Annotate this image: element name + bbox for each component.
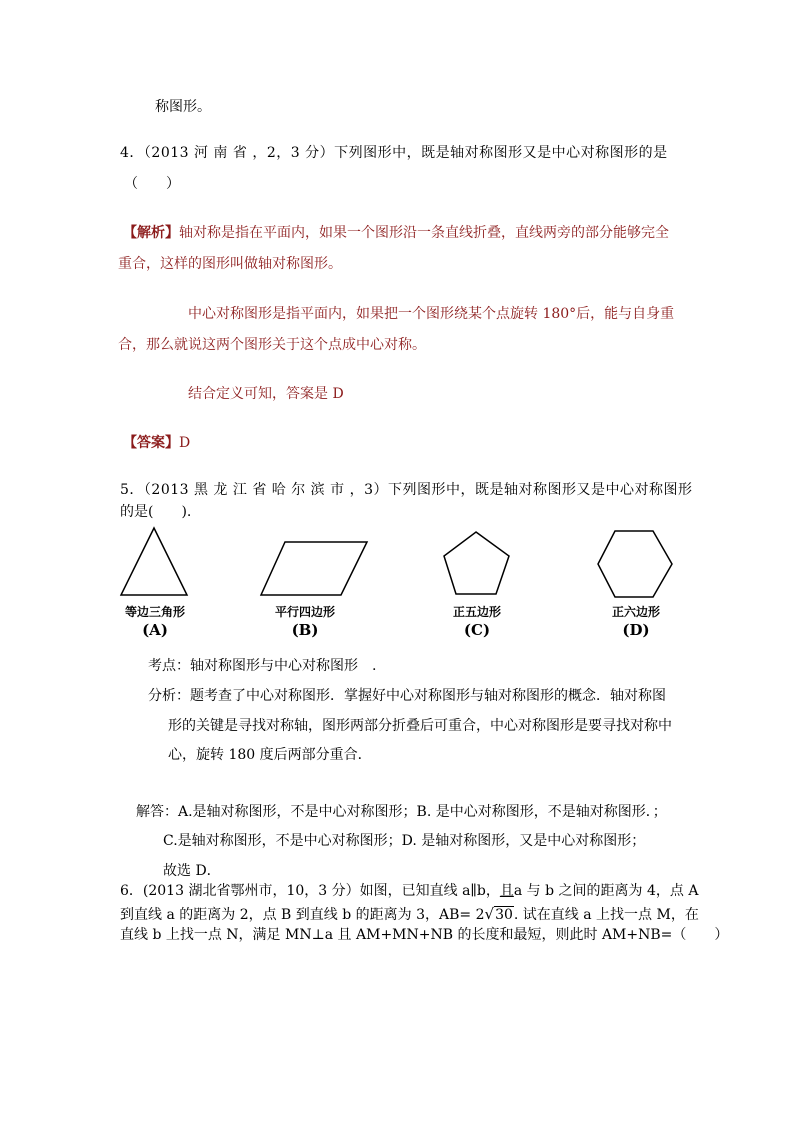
q5-jieda-line2: C.是轴对称图形，不是中心对称图形；D. 是轴对称图形，又是中心对称图形； (163, 833, 646, 849)
q6-line3: 直线 b 上找一点 N，满足 MN⊥a 且 AM+MN+NB 的长度和最短，则此时 AM+NB=（ ） (120, 927, 729, 943)
q6-line2 (120, 904, 699, 925)
analysis-p1-line1: 轴对称是指在平面内，如果一个图形沿一条直线折叠，直线两旁的部分能够完全 (179, 225, 669, 241)
analysis-p2-line2: 合，那么就说这两个图形关于这个点成中心对称。 (118, 337, 426, 353)
analysis-tag: 【解析】 (123, 225, 179, 241)
regular-pentagon-figure (442, 530, 512, 600)
q5-line1: 5．（2013 黑 龙 江 省 哈 尔 滨 市 ，3）下列图形中，既是轴对称图形又是中心对称图形 (120, 482, 693, 498)
q6-sqrt-radicand: 30 (495, 907, 513, 923)
option-c-name: 正五边形 (452, 605, 501, 619)
q6-line2-part1: 到直线 a 的距离为 2，点 B 到直线 b 的距离为 3，AB= (120, 907, 472, 923)
q5-line2: 的是( ). (120, 504, 192, 520)
analysis-p1-line2: 重合，这样的图形叫做轴对称图形。 (118, 256, 342, 272)
answer-value: D (179, 435, 191, 451)
q5-fenxi-line3: 心，旋转 180 度后两部分重合． (168, 747, 372, 763)
q6-line2-part2: . 试在直线 a 上找一点 M，在 (513, 907, 699, 923)
q5-jieda-line3: 故选 D． (163, 863, 221, 879)
analysis-conclusion: 结合定义可知，答案是 D (188, 386, 344, 402)
q4-line1: 4．（2013 河 南 省 ，2，3 分）下列图形中，既是轴对称图形又是中心对称图形的是 (120, 145, 668, 161)
answer-4 (123, 433, 190, 453)
equilateral-triangle-figure (119, 527, 189, 597)
option-d-letter: (D) (622, 621, 650, 639)
q6-line1-part2: a 与 b 之间的距离为 4，点 A (513, 883, 699, 899)
option-b-name: 平行四边形 (274, 605, 335, 619)
analysis-paragraph-1 (123, 223, 669, 243)
option-c-letter: (C) (463, 621, 491, 639)
q6-line1 (120, 881, 698, 901)
option-d-name: 正六边形 (611, 605, 660, 619)
q5-jieda-line1: 解答：A.是轴对称图形，不是中心对称图形；B. 是中心对称图形，不是轴对称图形．； (136, 804, 667, 820)
q4-line2: （ ） (124, 176, 180, 192)
option-a-name: 等边三角形 (124, 605, 185, 619)
option-a-letter: (A) (142, 621, 168, 639)
q5-fenxi-line1: 分析：题考查了中心对称图形．掌握好中心对称图形与轴对称图形的概念．轴对称图 (148, 688, 666, 704)
q6-line1-part1: 6．(2013 湖北省鄂州市，10，3 分）如图，已知直线 a∥b， (120, 883, 500, 899)
q5-kaodian: 考点：轴对称图形与中心对称图形 . (148, 658, 377, 674)
q6-line1-underlined: 且 (499, 883, 514, 899)
parallelogram-figure (259, 540, 369, 600)
q3-tail: 称图形。 (155, 99, 211, 115)
sqrt-sign-icon: √ (484, 905, 495, 923)
q6-sqrt-expression (476, 904, 514, 925)
q6-sqrt-coefficient: 2 (475, 907, 485, 923)
analysis-p2-line1: 中心对称图形是指平面内，如果把一个图形绕某个点旋转 180°后，能与自身重 (188, 306, 675, 322)
answer-tag: 【答案】 (123, 435, 179, 451)
regular-hexagon-figure (596, 529, 676, 599)
q5-fenxi-line2: 形的关键是寻找对称轴，图形两部分折叠后可重合，中心对称图形是要寻找对称中 (168, 718, 672, 734)
option-b-letter: (B) (291, 621, 319, 639)
